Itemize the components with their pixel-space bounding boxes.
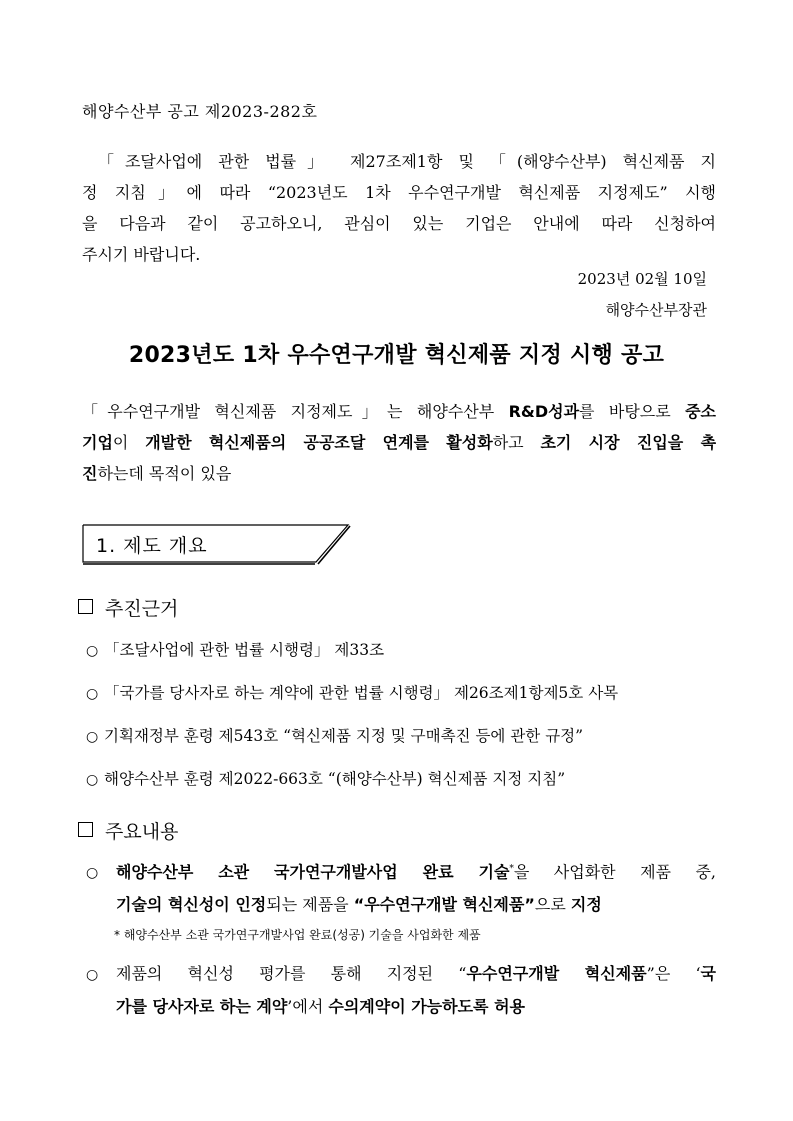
- basis-item: 「조달사업에 관한 법률 시행령」 제33조: [104, 641, 385, 659]
- content-emphasis: 해양수산부 소관 국가연구개발사업 완료 기술: [116, 862, 510, 882]
- summary-emphasis: 기업: [82, 433, 113, 452]
- content-item-2: [86, 958, 716, 1022]
- summary-emphasis: 초기 시장 진입을 촉: [540, 433, 717, 452]
- content-line: [86, 958, 716, 991]
- footnote: * 해양수산부 소관 국가연구개발사업 완료(성공) 기술을 사업화한 제품: [114, 928, 481, 942]
- content-heading-text: 주요내용: [105, 821, 179, 843]
- basis-item: 해양수산부 훈령 제2022-663호 “(해양수산부) 혁신제품 지정 지침”: [104, 770, 566, 788]
- notice-date: 2023년 02월 10일: [577, 270, 707, 288]
- circle-bullet-icon: ○: [86, 967, 99, 983]
- summary-text: 를 바탕으로: [579, 402, 686, 421]
- basis-item: 기획재정부 훈령 제543호 “혁신제품 지정 및 구매촉진 등에 관한 규정”: [104, 727, 584, 745]
- summary-line: [82, 458, 716, 489]
- intro-line: 주시기 바랍니다.: [82, 245, 201, 264]
- content-text: 되는 제품을: [266, 895, 354, 915]
- content-emphasis: 지정: [570, 895, 602, 915]
- summary-line: [82, 427, 716, 458]
- content-text: 을 사업화한 제품 중,: [513, 862, 716, 882]
- summary-paragraph: [82, 396, 716, 489]
- summary-emphasis: 중소: [685, 402, 717, 421]
- basis-heading-text: 추진근거: [105, 598, 179, 620]
- intro-paragraph: [82, 146, 716, 270]
- list-item: [86, 767, 565, 789]
- basis-item: 「국가를 당사자로 하는 계약에 관한 법률 시행령」 제26조제1항제5호 사목: [104, 684, 619, 702]
- notice-number: 해양수산부 공고 제2023-282호: [82, 102, 318, 121]
- section-heading-box: [82, 522, 352, 564]
- summary-text: 하고: [492, 433, 541, 452]
- circle-bullet-icon: ○: [86, 643, 99, 659]
- intro-line: 정 지침」에 따라 “2023년도 1차 우수연구개발 혁신제품 지정제도” 시행: [82, 183, 716, 202]
- issuer: 해양수산부장관: [605, 301, 707, 319]
- list-item: [86, 638, 384, 660]
- summary-text: 이: [112, 433, 146, 452]
- content-emphasis: “우수연구개발 혁신제품”: [353, 895, 535, 915]
- content-item-1: [86, 854, 716, 920]
- summary-text: 하는데 목적이 있음: [97, 464, 232, 483]
- content-text: ”은 ‘: [646, 964, 701, 983]
- content-emphasis: 국: [700, 964, 716, 983]
- list-item: [86, 724, 583, 746]
- content-heading: [78, 817, 178, 844]
- circle-bullet-icon: ○: [86, 686, 99, 702]
- footnote-marker: *: [509, 864, 514, 874]
- intro-line: 「조달사업에 관한 법률」 제27조제1항 및 「(해양수산부) 혁신제품 지: [98, 152, 716, 171]
- content-text: ’에서: [287, 997, 329, 1016]
- list-item: [86, 681, 618, 703]
- page-title: 2023년도 1차 우수연구개발 혁신제품 지정 시행 공고: [128, 343, 665, 368]
- content-line: [86, 854, 716, 889]
- intro-line: 을 다음과 같이 공고하오니, 관심이 있는 기업은 안내에 따라 신청하여: [82, 214, 716, 233]
- circle-bullet-icon: ○: [86, 772, 99, 788]
- checkbox-square-icon: [78, 822, 93, 837]
- basis-heading: [78, 594, 178, 621]
- summary-emphasis: R&D성과: [508, 402, 580, 421]
- content-emphasis: 기술의 혁신성이 인정: [116, 895, 267, 915]
- content-emphasis: 수의계약이 가능하도록 허용: [328, 997, 525, 1016]
- summary-emphasis: 진: [82, 464, 98, 483]
- content-text: 으로: [534, 895, 571, 915]
- summary-line: [82, 396, 716, 427]
- circle-bullet-icon: ○: [86, 865, 99, 882]
- content-emphasis: 가를 당사자로 하는 계약: [116, 997, 288, 1016]
- section-title: 1. 제도 개요: [96, 535, 208, 557]
- content-emphasis: 우수연구개발 혁신제품: [466, 964, 647, 983]
- circle-bullet-icon: ○: [86, 729, 99, 745]
- summary-text: 「우수연구개발 혁신제품 지정제도」는 해양수산부: [82, 402, 509, 421]
- content-line: [86, 889, 716, 920]
- checkbox-square-icon: [78, 599, 93, 614]
- content-line: [86, 991, 716, 1022]
- summary-emphasis: 개발한 혁신제품의 공공조달 연계를 활성화: [145, 433, 493, 452]
- content-text: 제품의 혁신성 평가를 통해 지정된 “: [116, 964, 467, 983]
